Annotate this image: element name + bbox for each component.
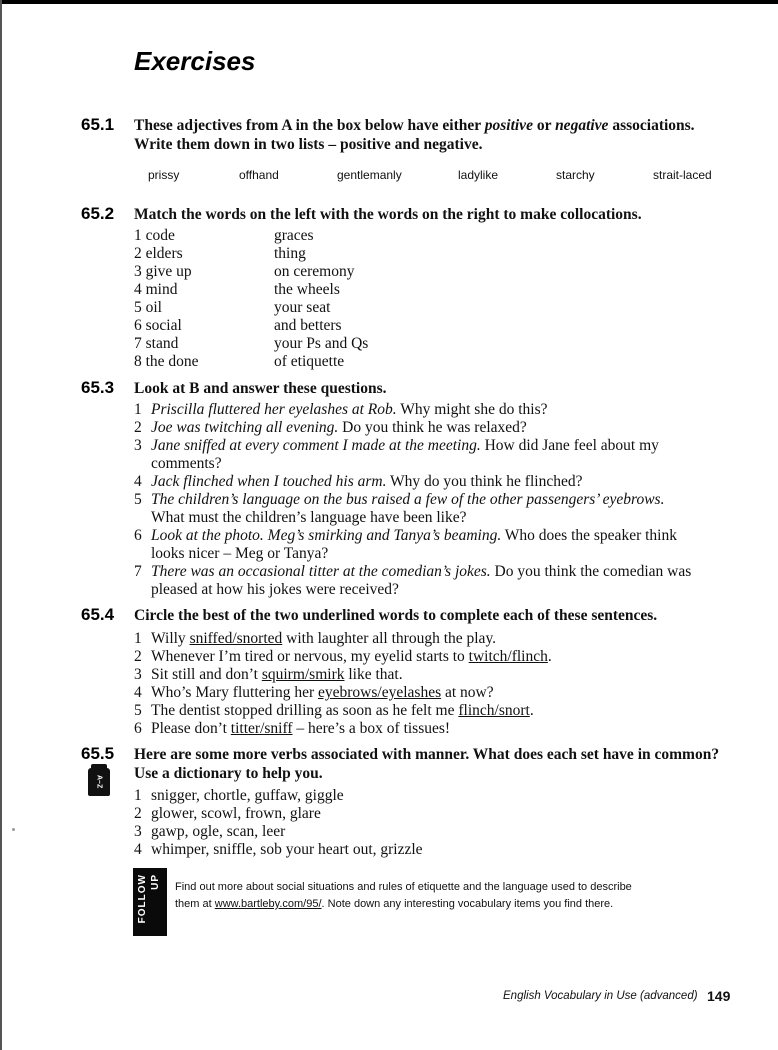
item-number: 6 xyxy=(134,527,142,544)
item-number: 6 xyxy=(134,720,142,737)
exercise-number-65-4: 65.4 xyxy=(81,605,115,624)
question-item: The children’s language on the bus raised a few of the other passengers’ eyebrows. What must the children’s language have been like? xyxy=(151,491,665,526)
item-number: 4 xyxy=(134,841,142,858)
question-item: Jane sniffed at every comment I made at the meeting. How did Jane feel about my comments? xyxy=(151,437,659,472)
exercise-number-65-3: 65.3 xyxy=(81,378,115,397)
question-item: Look at the photo. Meg’s smirking and Tanya’s beaming. Who does the speaker think looks nicer – Meg or Tanya? xyxy=(151,527,677,562)
box-word: strait-laced xyxy=(653,168,712,182)
right-word: the wheels xyxy=(274,281,340,298)
book-title-footer: English Vocabulary in Use (advanced) xyxy=(503,990,698,1002)
item-number: 3 xyxy=(134,823,142,840)
item-number: 1 xyxy=(134,630,142,647)
exercise-65-3-instruction: Look at B and answer these questions. xyxy=(134,380,387,397)
right-word: thing xyxy=(274,245,306,262)
underlined-choice: eyebrows/eyelashes xyxy=(318,684,442,701)
sentence-item: Sit still and don’t squirm/smirk like that. xyxy=(151,666,403,683)
item-number: 5 xyxy=(134,491,142,508)
question-item: Joe was twitching all evening. Do you think he was relaxed? xyxy=(151,419,527,436)
question-item: Jack flinched when I touched his arm. Why do you think he flinched? xyxy=(151,473,583,490)
follow-up-link[interactable]: www.bartleby.com/95/ xyxy=(214,898,322,910)
item-number: 7 xyxy=(134,563,142,580)
sentence-item: Whenever I’m tired or nervous, my eyelid starts to twitch/flinch. xyxy=(151,648,552,665)
verb-set: snigger, chortle, guffaw, giggle xyxy=(151,787,344,804)
item-number: 3 xyxy=(134,666,142,683)
left-word: 2 elders xyxy=(134,245,183,262)
right-word: and betters xyxy=(274,317,342,334)
exercise-65-1-instruction: These adjectives from A in the box below have either positive or negative associations. Write them down in two lists – positive and negative. xyxy=(134,117,695,153)
item-number: 4 xyxy=(134,684,142,701)
right-word: your seat xyxy=(274,299,331,316)
left-word: 4 mind xyxy=(134,281,178,298)
exercise-65-4-instruction: Circle the best of the two underlined words to complete each of these sentences. xyxy=(134,607,658,624)
item-number: 1 xyxy=(134,787,142,804)
item-number: 1 xyxy=(134,401,142,418)
right-word: your Ps and Qs xyxy=(274,335,369,352)
margin-mark xyxy=(12,828,15,831)
left-border xyxy=(0,0,2,1050)
item-number: 4 xyxy=(134,473,142,490)
box-word: gentlemanly xyxy=(337,168,402,182)
box-word: prissy xyxy=(148,168,180,182)
exercise-65-2-instruction: Match the words on the left with the words on the right to make collocations. xyxy=(134,206,642,223)
left-word: 3 give up xyxy=(134,263,192,280)
left-word: 1 code xyxy=(134,227,175,244)
page-title: Exercises xyxy=(134,46,256,76)
follow-up-badge: FOLLOW UP xyxy=(133,868,167,936)
sentence-item: Please don’t titter/sniff – here’s a box of tissues! xyxy=(151,720,451,737)
exercise-number-65-2: 65.2 xyxy=(81,204,115,223)
item-number: 2 xyxy=(134,648,142,665)
sentence-item: The dentist stopped drilling as soon as he felt me flinch/snort. xyxy=(151,702,534,719)
underlined-choice: sniffed/snorted xyxy=(189,630,283,647)
top-border xyxy=(0,0,778,4)
box-word: ladylike xyxy=(458,168,499,182)
question-item: Priscilla fluttered her eyelashes at Rob. Why might she do this? xyxy=(151,401,548,418)
verb-set: gawp, ogle, scan, leer xyxy=(151,823,286,840)
left-word: 5 oil xyxy=(134,299,162,316)
verb-set: whimper, sniffle, sob your heart out, grizzle xyxy=(151,841,423,858)
exercise-65-5-instruction: Here are some more verbs associated with manner. What does each set have in common? Use a dictionary to help you. xyxy=(134,746,720,782)
page-number: 149 xyxy=(707,988,731,1004)
dictionary-icon: A–Z xyxy=(88,768,110,796)
underlined-choice: squirm/smirk xyxy=(261,666,345,683)
verb-set: glower, scowl, frown, glare xyxy=(151,805,321,822)
left-word: 6 social xyxy=(134,317,182,334)
item-number: 2 xyxy=(134,805,142,822)
underlined-choice: titter/sniff xyxy=(230,720,293,737)
exercise-number-65-1: 65.1 xyxy=(81,115,115,134)
follow-up-text: Find out more about social situations and rules of etiquette and the language used to describe them at www.bartleby.com/95/. Note down any interesting vocabulary items you find there. xyxy=(175,881,632,910)
question-item: There was an occasional titter at the comedian’s jokes. Do you think the comedian was pleased at how his jokes were received? xyxy=(151,563,692,598)
item-number: 3 xyxy=(134,437,142,454)
box-word: offhand xyxy=(239,168,279,182)
underlined-choice: flinch/snort xyxy=(458,702,530,719)
left-word: 8 the done xyxy=(134,353,199,370)
underlined-choice: twitch/flinch xyxy=(468,648,548,665)
item-number: 2 xyxy=(134,419,142,436)
right-word: of etiquette xyxy=(274,353,345,370)
left-word: 7 stand xyxy=(134,335,179,352)
exercise-number-65-5: 65.5 xyxy=(81,744,115,763)
box-word: starchy xyxy=(556,168,595,182)
sentence-item: Willy sniffed/snorted with laughter all through the play. xyxy=(151,630,497,647)
item-number: 5 xyxy=(134,702,142,719)
sentence-item: Who’s Mary fluttering her eyebrows/eyelashes at now? xyxy=(151,684,494,701)
right-word: graces xyxy=(274,227,314,244)
right-word: on ceremony xyxy=(274,263,355,280)
